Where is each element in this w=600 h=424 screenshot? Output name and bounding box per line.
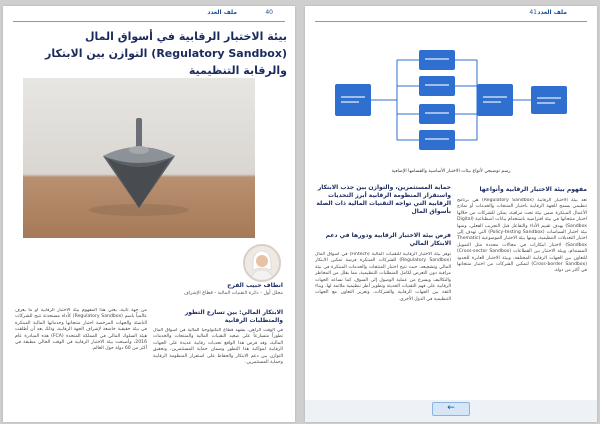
- sandbox-types-diagram: [327, 34, 575, 166]
- page-navigation-bar: [305, 400, 597, 422]
- spinning-top-photo: [23, 78, 255, 238]
- header-rule: [13, 21, 285, 22]
- section-title-concept: مفهوم بيئة الاختبار الرقابية وأنواعها: [479, 186, 587, 193]
- page-number: 40: [265, 9, 273, 16]
- author-name: انطاف حبيب الفرج: [227, 282, 283, 289]
- opportunities-body-column: توفر بيئة الاختبار الرقابية للتقنيات المالية (Fintech) في أسواق المال (Regulatory Sandbox) للشركات المبتكرة فرصة تمكين الابتكار المالي وتشجيعه، حيث تتيح اختبار المنتجات والخدمات المبتكرة في بيئة مراقبة دون التعرض لكامل المتطلبات التنظيمية، مما يقلل من المخاطر والتكاليف ويسرع من عملية الوصول إلى السوق، كما تساعد الجهات الرقابية على فهم التقنيات الحديثة وتطوير أطر تنظيمية ملائمة لها، وبناء الثقة بين الجهات الرقابية والشركات، وتعزيز التعاون مع الجهات التنظيمية في الدول الأخرى.: [315, 252, 451, 302]
- left-page-header: [3, 6, 295, 24]
- arrow-left-icon: ←: [447, 403, 455, 413]
- header-section-label: ملف العدد: [207, 9, 237, 16]
- article-body-left-column: من جهة ثانية، يعني هذا المفهوم بيئة الاختبار الرقابية أو ما يعرف عالمياً باسم (Regulatory Sandbox) كأداة مستحدثة تتيح للشركات الناشئة والجهات المرخصة اختبار منتجاتها وخدماتها المالية المبتكرة في بيئة حقيقية خاضعة لإشراف الجهة الرقابية، وذلك بعد أن أطلقت هيئة السلوك المالي في المملكة المتحدة (FCA) هذه المبادرة عام 2016، وأصبحت بيئة الاختبار الرقابية في الوقت الحالي مطبقة في أكثر من 60 دولة حول العالم.: [15, 308, 147, 352]
- previous-page-button[interactable]: [432, 402, 470, 416]
- concept-body-column: تعد بيئة الاختبار الرقابية (Regulatory Sandbox) هي برنامج تنظيمي يسمح للجهة الرقابية باختبار المنتجات والخدمات أو نماذج الأعمال المبتكرة ضمن بيئة تحت مراقبة، يمكن للشركات من خلالها اختبار منتجاتها في بيئة افتراضية باستخدام بيانات اصطناعية (Digital Sandbox) بهدف تقييم الأداء والتفاعل قبل التجريب الفعلي، ومنها بيئة اختبار السياسات (Policy-testing Sandbox) التي تهدف إلى اختبار التعديلات التنظيمية، ومنها بيئة الاختبار الموضوعية (Thematic Sandbox) لاختبار ابتكارات في مجالات محددة مثل التمويل المستدام، وبيئة الاختبار بين القطاعات (Cross-sector Sandbox) للتعاون بين الجهات الرقابية المختلفة، وبيئة الاختبار العابرة للحدود (Cross-border Sandbox) لتمكين الشركات من اختبار منتجاتها في أكثر من دولة.: [457, 198, 587, 274]
- right-page-header: [305, 6, 597, 24]
- author-portrait-icon: [245, 246, 279, 280]
- author-avatar: [243, 244, 281, 282]
- diagram-caption: رسم توضيحي لأنواع بيئات الاختبار الأساسية والقسامها الإضافية: [391, 169, 511, 174]
- section-title-innovation: الابتكار المالي: بين تسارع التطور والمتطلبات الرقابية: [184, 309, 283, 324]
- header-rule: [315, 21, 587, 22]
- author-block: [153, 282, 283, 304]
- left-page: [3, 6, 295, 422]
- sandbox-flow-diagram-icon: [327, 34, 575, 166]
- author-role: محلل أول - دائرة التقنيات المالية - قطاع الإشراف: [183, 291, 283, 296]
- section-title-opportunities: فرص بيئة الاختبار الرقابية ودورها في دعم الابتكار المالي: [325, 232, 451, 247]
- header-section-label: ملف العدد: [537, 9, 567, 16]
- article-headline: بيئة الاختبار الرقابية في أسواق المال (Regulatory Sandbox) التوازن بين الابتكار والرقابة التنظيمية: [45, 30, 287, 77]
- article-body-right-column: في الوقت الراهن، يشهد قطاع التكنولوجيا المالية في أسواق المال تطوراً متسارعاً على صعيد التقنيات المالية والمنتجات والخدمات المالية، وقد فرض هذا الواقع تحديات رقابية عديدة على الجهات الرقابية لمواكبة هذا التطور وضمان حماية المستثمرين، وتحقيق التوازن بين دعم الابتكار والحفاظ على استقرار المنظومة الرقابية وحماية المستثمرين.: [153, 328, 283, 366]
- spinning-top-icon: [23, 78, 255, 238]
- right-page: [305, 6, 597, 422]
- pull-quote-challenges: حماية المستثمرين، والتوازن بين جذب الابتكار واستقرار المنظومة الرقابية أبرز التحديات الرقابية التي تواجه التقنيات المالية ذات الصلة بأسواق المال: [316, 184, 451, 215]
- page-number: 41: [529, 9, 537, 16]
